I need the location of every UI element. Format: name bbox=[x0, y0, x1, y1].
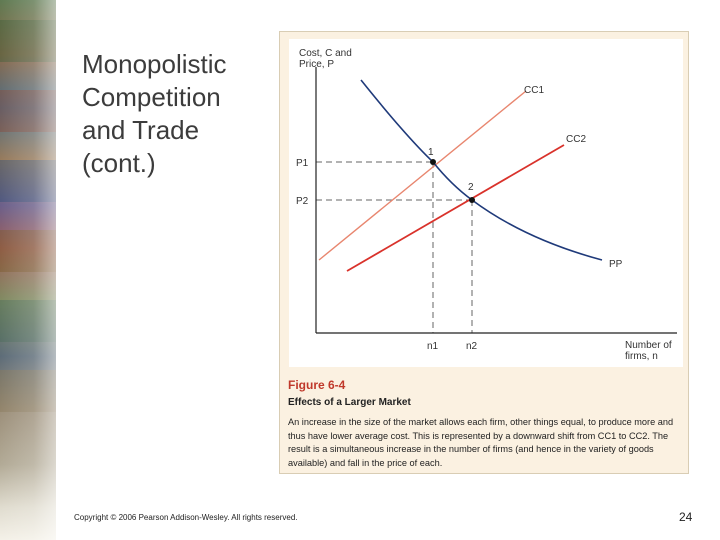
figure-title: Effects of a Larger Market bbox=[288, 397, 411, 408]
slide-title-line: Competition bbox=[82, 82, 221, 112]
figure-label: Figure 6-4 bbox=[288, 378, 346, 392]
x-axis-label-line-1: Number of bbox=[625, 340, 672, 351]
graph-area bbox=[289, 39, 683, 367]
price-1-label: P1 bbox=[296, 158, 309, 169]
y-axis-label-line-2: Price, P bbox=[299, 59, 335, 70]
slide-title bbox=[82, 48, 262, 180]
firms-2-label: n2 bbox=[466, 341, 478, 352]
figure-panel bbox=[279, 31, 689, 474]
pp-label: PP bbox=[609, 259, 623, 270]
side-strip-fade bbox=[0, 0, 56, 540]
pp-curve bbox=[361, 80, 602, 260]
cc2-line bbox=[347, 145, 564, 271]
cc1-line bbox=[319, 91, 526, 260]
point-2-label: 2 bbox=[468, 182, 474, 193]
slide-title-line: and Trade bbox=[82, 115, 200, 145]
cc2-label: CC2 bbox=[566, 134, 587, 145]
slide-title-line: (cont.) bbox=[82, 148, 156, 178]
y-axis-label-line-1: Cost, C and bbox=[299, 48, 352, 59]
market-size-diagram bbox=[289, 39, 683, 367]
firms-1-label: n1 bbox=[427, 341, 439, 352]
price-2-label: P2 bbox=[296, 196, 309, 207]
cc1-label: CC1 bbox=[524, 85, 545, 96]
slide-title-line: Monopolistic bbox=[82, 49, 227, 79]
point-1-label: 1 bbox=[428, 147, 434, 158]
copyright-notice: Copyright © 2006 Pearson Addison-Wesley. All rights reserved. bbox=[74, 513, 298, 522]
page-number: 24 bbox=[679, 510, 693, 524]
x-axis-label-line-2: firms, n bbox=[625, 351, 658, 362]
figure-caption: An increase in the size of the market allows each firm, other things equal, to produce more and thus have lower average cost. This is represented by a downward shift from CC1 to CC2. The result is a simultaneous increase in the number of firms (and hence in the variety of goods available) and fall in the price of each. bbox=[288, 417, 674, 468]
equilibrium-point-2 bbox=[469, 197, 475, 203]
equilibrium-point-1 bbox=[430, 159, 436, 165]
